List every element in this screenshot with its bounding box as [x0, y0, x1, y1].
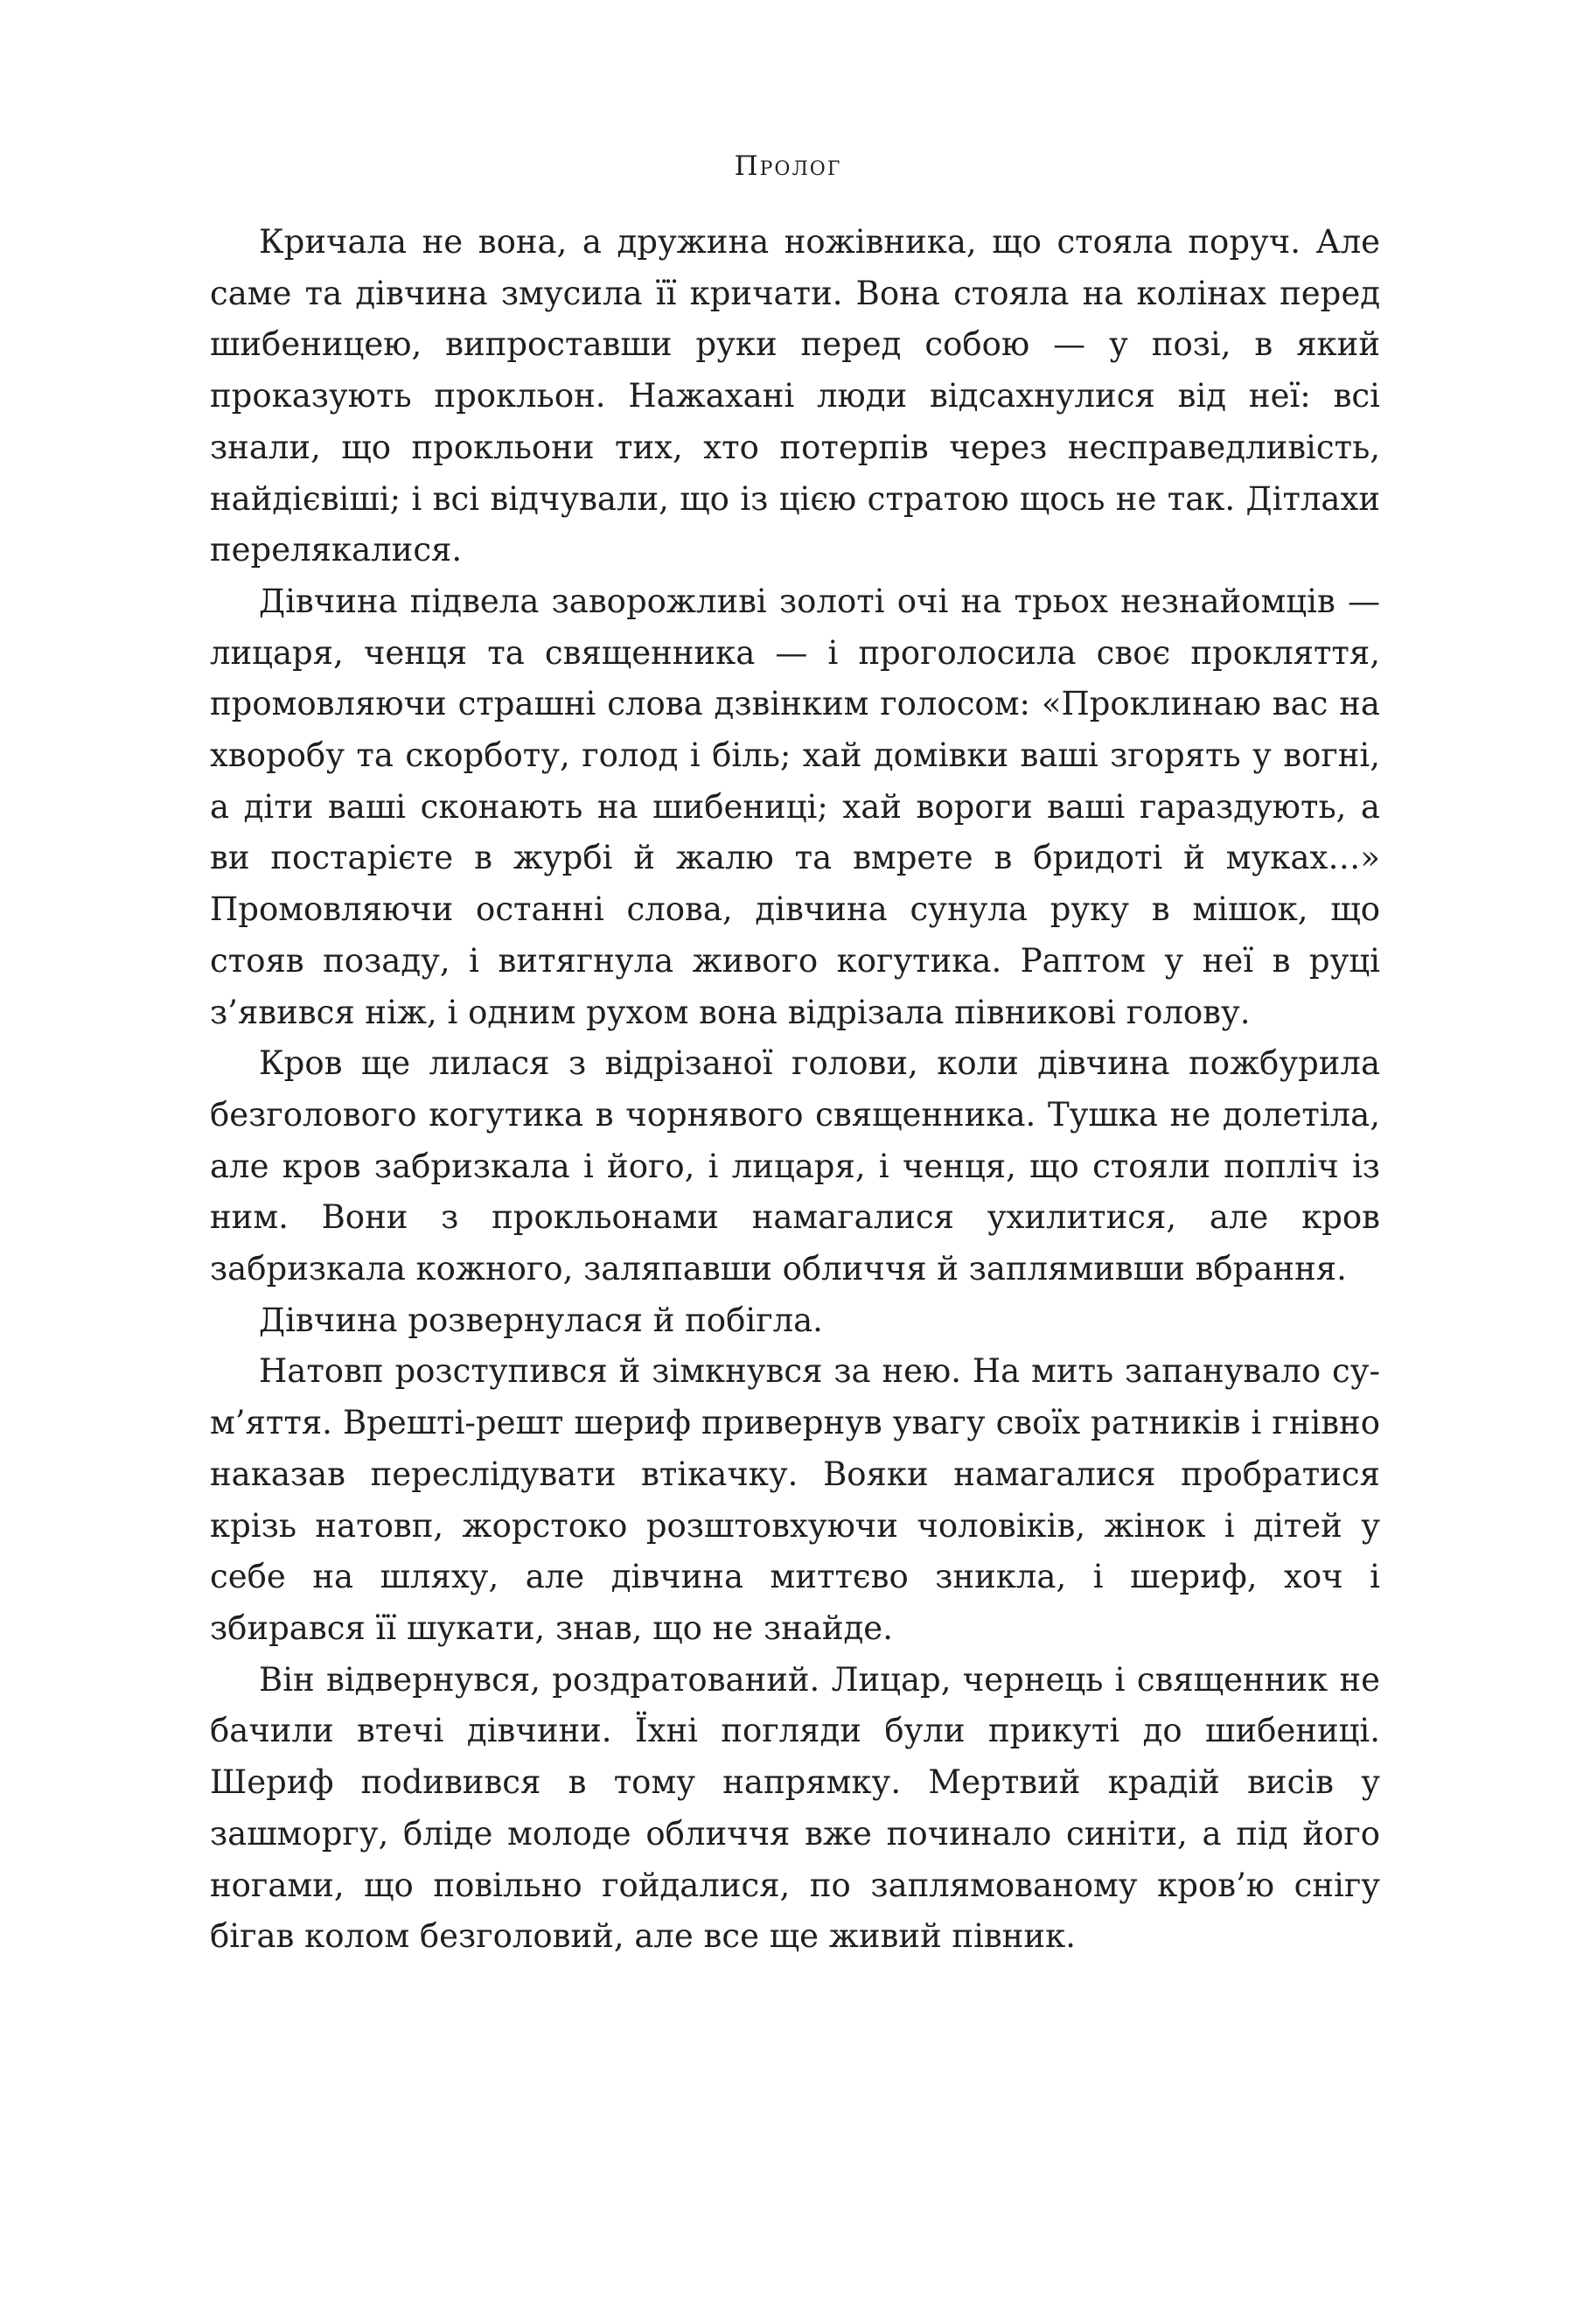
- paragraph: Дівчина розвернулася й побігла.: [259, 1301, 823, 1339]
- prologue-text: [210, 217, 1380, 1963]
- paragraph: Дівчина підвела заворожливі золоті очі на трьох незнайомців — лицаря, ченця та священника — і проголосила своє прокляття, промовляючи страшні слова дзвінким голосом: «Проклинаю вас на хворобу та скорботу, голод і біль; хай домівки ваші згорять у вогні, а діти ваші сконають на шибениці; хай вороги ваші гараздують, а ви постарієте в журбі й жалю та вмрете в бридоті й муках…» Промовляючи останні слова, дівчина сунула руку в мішок, що стояв позаду, і витягнула живого когутика. Раптом у неї в руці з’явився ніж, і одним рухом вона відрізала півникові голову.: [210, 582, 1380, 1031]
- paragraph: Він відвернувся, роздратований. Лицар, чернець і священник не бачили втечі дівчини. Їхні погляди були прикуті до шибениці. Шериф поdивився в тому напрямку. Мертвий крадій висів у зашморгу, бліде молоде обличчя вже починало синіти, а під його ногами, що повільно гойдалися, по заплямованому кров’ю снігу бігав колом безголовий, але все ще живий півник.: [210, 1660, 1380, 1956]
- paragraph: Кричала не вона, а дружина ножівника, що стояла поруч. Але саме та дівчина змусила її кричати. Вона стояла на колінах перед шибеницею, випроставши руки перед собою — у позі, в який проказують прокльон. Нажахані люди відсахнулися від неї: всі знали, що прокльони тих, хто потерпів через несправедливість, найдієвіші; і всі відчували, що із цією стратою щось не так. Дітлахи перелякалися.: [210, 223, 1380, 569]
- paragraph: Кров ще лилася з відрізаної голови, коли дівчина пожбурила безголового когутика в чорнявого священника. Тушка не долетіла, але кров забризкала і його, і лицаря, і ченця, що стояли попліч із ним. Вони з прокльонами намагалися ухилитися, але кров забризкала кожного, заляпавши обличчя й заплямивши вбрання.: [210, 1044, 1380, 1288]
- running-head: Пролог: [734, 150, 842, 182]
- paragraph: Натовп розступився й зімкнувся за нею. На мить запанувало сум’яття. Врешті-решт шериф привернув увагу своїх ратників і гнівно наказав переслідувати втікачку. Вояки намагалися пробратися крізь натовп, жорстоко розштовхуючи чоловіків, жінок і дітей у себе на шляху, але дівчина миттєво зникла, і шериф, хоч і збирався її шукати, знав, що не знайде.: [210, 1352, 1380, 1647]
